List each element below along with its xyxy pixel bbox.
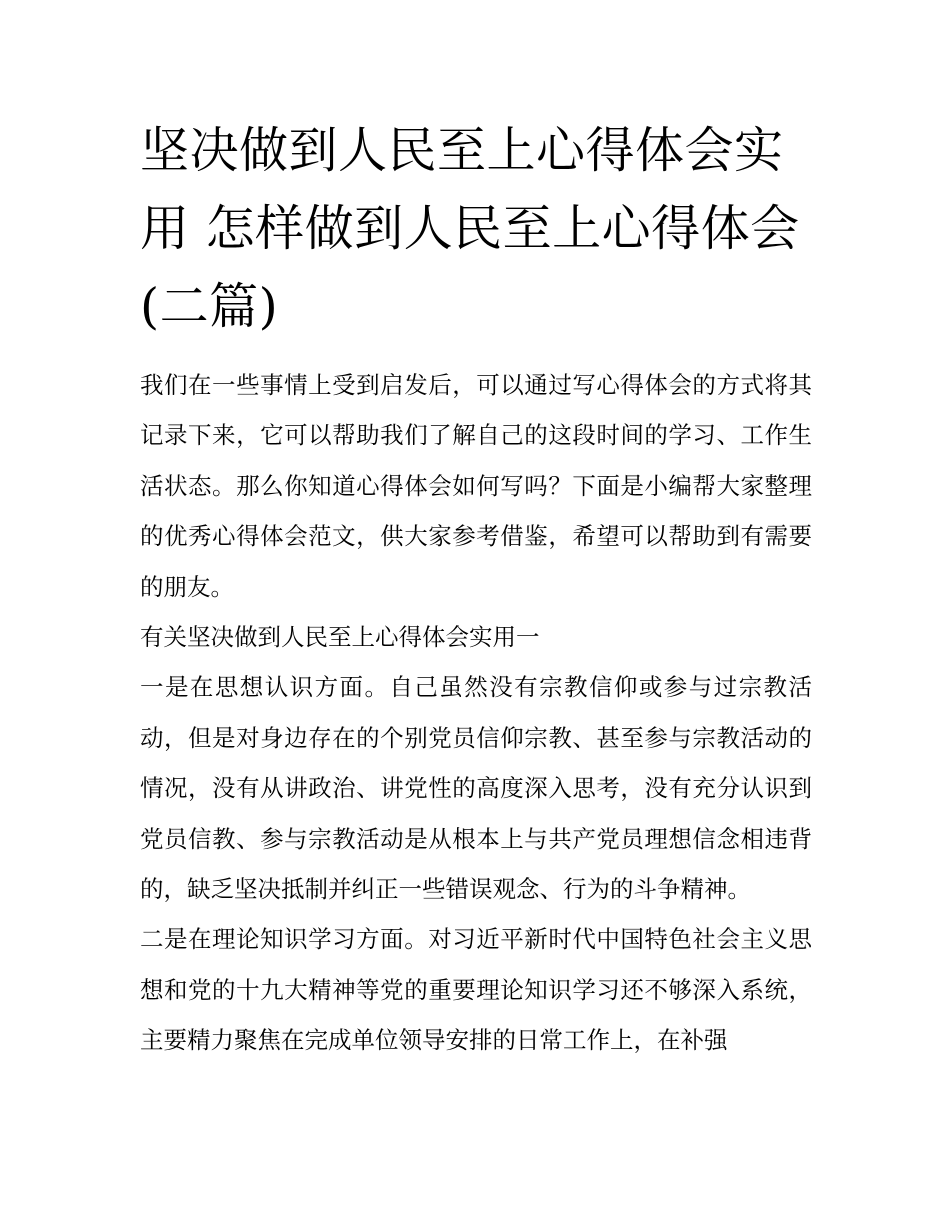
document-title: 坚决做到人民至上心得体会实用 怎样做到人民至上心得体会(二篇) — [140, 122, 800, 335]
intro-paragraph: 我们在一些事情上受到启发后，可以通过写心得体会的方式将其记录下来，它可以帮助我们了解自己的这段时间的学习、工作生活状态。那么你知道心得体会如何写吗？下面是小编帮大家整理的优秀心得体会范文，供大家参考借鉴，希望可以帮助到有需要的朋友。 — [140, 371, 812, 601]
body-paragraph: 一是在思想认识方面。自己虽然没有宗教信仰或参与过宗教活动，但是对身边存在的个别党员信仰宗教、甚至参与宗教活动的情况，没有从讲政治、讲党性的高度深入思考，没有充分认识到党员信教、参与宗教活动是从根本上与共产党员理想信念相违背的，缺乏坚决抵制并纠正一些错误观念、行为的斗争精神。 — [140, 673, 812, 904]
section-heading: 有关坚决做到人民至上心得体会实用一 — [140, 623, 540, 652]
document-page — [140, 112, 812, 1066]
body-paragraph: 二是在理论知识学习方面。对习近平新时代中国特色社会主义思想和党的十九大精神等党的重要理论知识学习还不够深入系统，主要精力聚焦在完成单位领导安排的日常工作上，在补强 — [140, 925, 812, 1055]
